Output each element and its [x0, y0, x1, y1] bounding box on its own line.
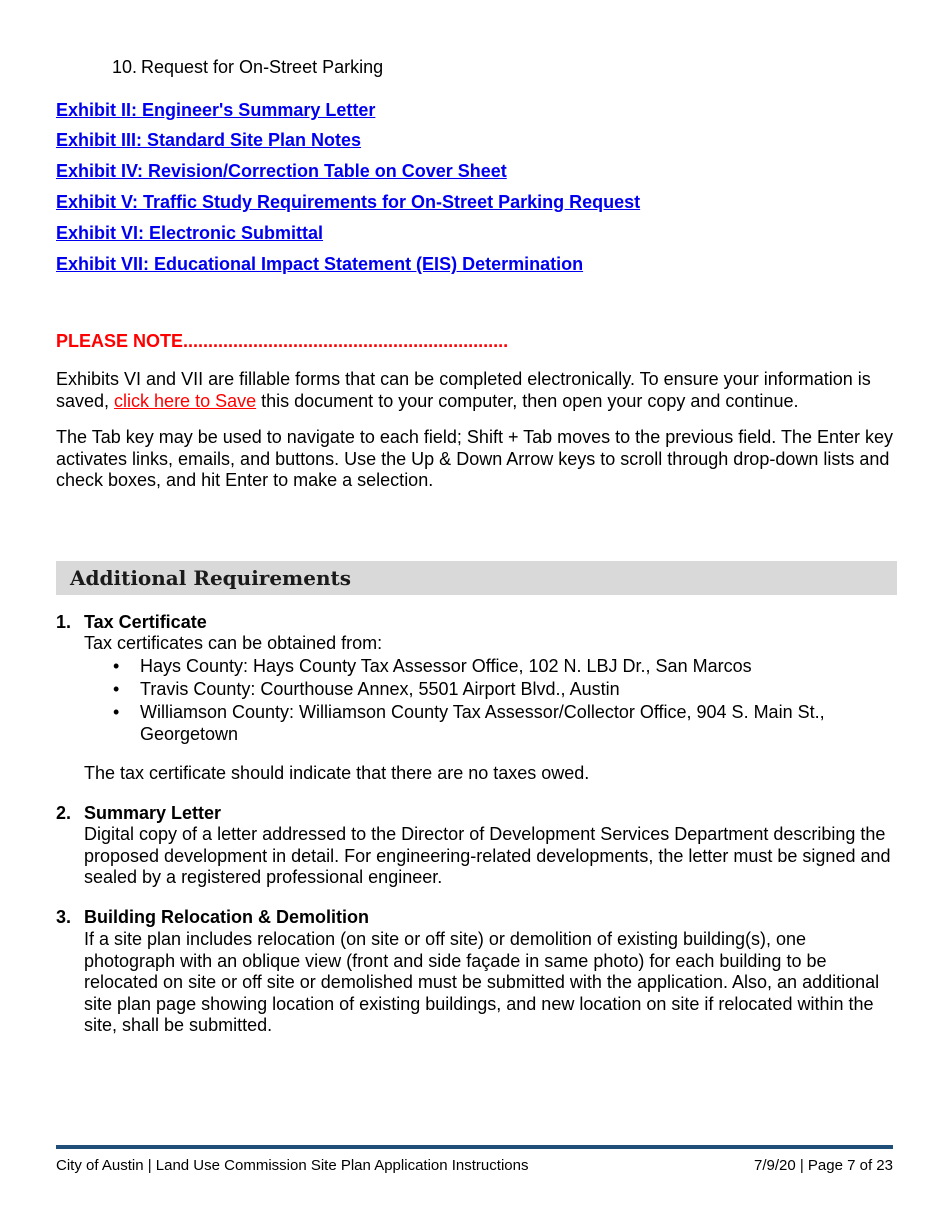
bullet-item-hays: Hays County: Hays County Tax Assessor Office, 102 N. LBJ Dr., San Marcos [140, 656, 752, 676]
para-text-after-link: this document to your computer, then open your copy and continue. [256, 390, 799, 411]
bullet-icon: • [113, 679, 120, 699]
footer-page-info: 7/9/20 | Page 7 of 23 [753, 1157, 893, 1174]
save-document-link[interactable]: click here to Save [114, 390, 257, 411]
requirement-2-body: Digital copy of a letter addressed to the Director of Development Services Department describing the proposed development in detail. For engineering-related developments, the letter must be signed and sealed by a registered professional engineer. [84, 824, 891, 887]
bullet-icon: • [113, 656, 120, 676]
exhibit-iv-link[interactable]: Exhibit IV: Revision/Correction Table on Cover Sheet [56, 161, 507, 181]
bullet-icon: • [113, 702, 120, 722]
requirement-3-number: 3. [56, 907, 72, 927]
requirement-2-number: 2. [56, 803, 72, 823]
footer-rule [56, 1145, 893, 1149]
requirement-2-title: Summary Letter [84, 803, 222, 823]
requirement-1-intro: Tax certificates can be obtained from: [84, 633, 383, 653]
requirement-3-body: If a site plan includes relocation (on site or off site) or demolition of existing building(s), one photograph with an oblique view (front and side façade in same photo) for each building to be relocated on site or off site or demolished must be submitted with the application. Also, an additional site plan page showing location of existing buildings, and new location on site if relocated within the site, shall be submitted. [84, 929, 880, 1035]
exhibit-ii-link[interactable]: Exhibit II: Engineer's Summary Letter [56, 100, 376, 120]
exhibit-vi-link[interactable]: Exhibit VI: Electronic Submittal [56, 223, 324, 243]
toc-item-text: Request for On-Street Parking [141, 57, 384, 77]
section-title: Additional Requirements [70, 566, 351, 590]
toc-item-number: 10. [112, 57, 138, 77]
section-header-bar [56, 561, 897, 595]
bullet-item-williamson: Williamson County: Williamson County Tax Assessor/Collector Office, 904 S. Main St., Georgetown [140, 702, 825, 744]
requirement-1-title: Tax Certificate [84, 612, 207, 632]
requirement-3-title: Building Relocation & Demolition [84, 907, 369, 927]
footer-document-title: City of Austin | Land Use Commission Site Plan Application Instructions [56, 1157, 529, 1174]
keyboard-navigation-paragraph: The Tab key may be used to navigate to each field; Shift + Tab moves to the previous field. The Enter key activates links, emails, and buttons. Use the Up & Down Arrow keys to scroll through drop-down lists and check boxes, and hit Enter to make a selection. [56, 427, 893, 490]
exhibit-v-link[interactable]: Exhibit V: Traffic Study Requirements for On-Street Parking Request [56, 192, 641, 212]
bullet-item-travis: Travis County: Courthouse Annex, 5501 Airport Blvd., Austin [140, 679, 620, 699]
requirement-1-closing: The tax certificate should indicate that there are no taxes owed. [84, 763, 590, 783]
requirement-1-number: 1. [56, 612, 72, 632]
para-text-before-link: Exhibits VI and VII are fillable forms that can be completed electronically. To ensure your information is saved, [56, 369, 871, 411]
exhibit-iii-link[interactable]: Exhibit III: Standard Site Plan Notes [56, 130, 362, 150]
fillable-forms-paragraph [56, 369, 906, 412]
exhibit-vii-link[interactable]: Exhibit VII: Educational Impact Statement (EIS) Determination [56, 254, 584, 274]
please-note-heading: PLEASE NOTE................................................................. [56, 331, 509, 351]
